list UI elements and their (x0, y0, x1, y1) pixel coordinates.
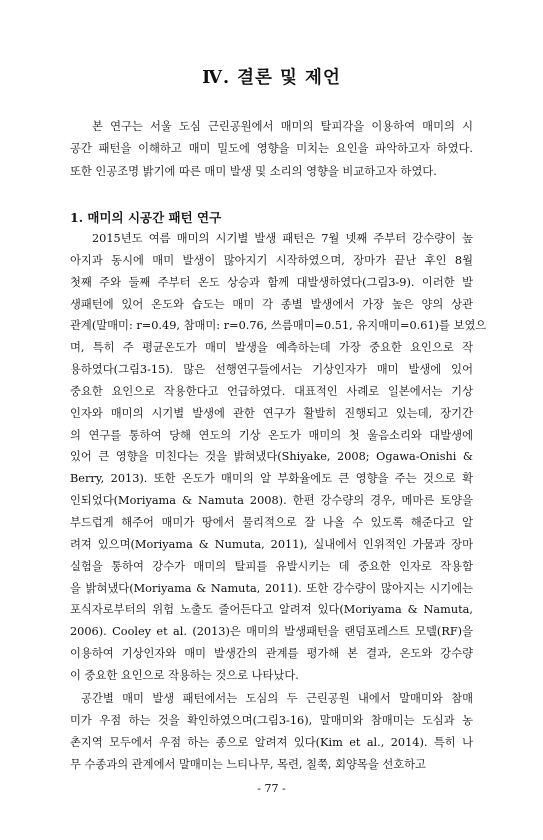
text-line: 또한 인공조명 밝기에 따른 매미 발생 및 소리의 영향을 비교하고자 하였다. (70, 164, 437, 178)
text-line: 이용하여 기상인자와 매미 발생간의 관계를 평가해 본 결과, 온도와 강수량 (70, 647, 473, 661)
text-line: 부드럽게 해주어 매미가 땅에서 물리적으로 잘 나올 수 있도록 해준다고 알 (70, 515, 473, 529)
text-line: 인되었다(Moriyama & Namuta 2008). 한편 강수량의 경우, 메마른 토양을 (70, 494, 473, 508)
text-line: 의 연구를 통하여 당해 연도의 기상 온도가 매미의 첫 울음소리와 대발생에 (70, 428, 473, 442)
text-line: 아지과 동시에 매미 발생이 많아지기 시작하였으며, 장마가 끝난 후인 8월 (70, 253, 473, 267)
intro-paragraph (70, 116, 473, 183)
text-line: 실험을 통하여 강수가 매미의 탈피를 유발시키는 데 중요한 인자로 작용함 (70, 559, 473, 573)
text-line: 2015년도 여름 매미의 시기별 발생 패턴은 7월 넷째 주부터 강수량이 높 (92, 232, 473, 245)
text-line: 이 중요한 요인으로 작용하는 것으로 나타났다. (70, 668, 299, 682)
text-line: 려져 있으며(Moriyama & Numuta, 2011), 실내에서 인위적인 가뭄과 장마 (70, 537, 473, 551)
text-line: 공간별 매미 발생 패턴에서는 도심의 두 근린공원 내에서 말매미와 참매 (81, 692, 473, 705)
body-paragraph-2 (70, 688, 473, 775)
chapter-title: Ⅳ. 결론 및 제언 (202, 68, 341, 88)
text-line: Berry, 2013). 또한 온도가 매미의 알 부화율에도 큰 영향을 주는 것으로 확 (70, 472, 473, 486)
section-heading: 1. 매미의 시공간 패턴 연구 (70, 210, 222, 225)
text-line: 있어 큰 영향을 미친다는 것을 밝혀냈다(Shiyake, 2008; Ogawa-Onishi & (70, 450, 473, 464)
text-line: 생패턴에 있어 온도와 습도는 매미 각 종별 발생에서 가장 높은 양의 상관 (70, 297, 473, 311)
text-line: 며, 특히 주 평균온도가 매미 발생을 예측하는데 가장 중요한 요인으로 작 (70, 341, 473, 355)
text-line: 포식자로부터의 위험 노출도 줄어든다고 알려져 있다(Moriyama & Namuta, (70, 603, 473, 617)
text-line: 중요한 요인으로 작용한다고 언급하였다. 대표적인 사례로 일본에서는 기상 (70, 384, 473, 398)
text-line: 을 밝혀냈다(Moriyama & Namuta, 2011). 또한 강수량이 많아지는 시기에는 (70, 581, 473, 595)
text-line: 공간 패턴을 이해하고 매미 밀도에 영향을 미치는 요인을 파악하고자 하였다. (70, 142, 473, 156)
text-line: 첫째 주와 둘째 주부터 온도 상승과 함께 대발생하였다(그림3-9). 이러한 발 (70, 275, 473, 289)
text-line: 2006). Cooley et al. (2013)은 매미의 발생패턴을 랜덤포레스트 모델(RF)을 (70, 625, 473, 639)
text-line: 미가 우점 하는 것을 확인하였으며(그림3-16), 말매미와 참매미는 도심과 농 (70, 713, 473, 727)
body-paragraph-1 (70, 228, 487, 687)
page-number: - 77 - (257, 782, 286, 795)
text-line: 인자와 매미의 시기별 발생에 관한 연구가 활발히 진행되고 있는데, 장기간 (70, 406, 473, 420)
text-line: 용하였다(그림3-15). 많은 선행연구들에서는 기상인자가 매미 발생에 있어 (70, 363, 473, 377)
text-line: 본 연구는 서울 도심 근린공원에서 매미의 탈피각을 이용하여 매미의 시 (92, 120, 473, 133)
text-line: 관계(말매미: r=0.49, 참매미: r=0.76, 쓰름매미=0.51, 유지매미=0.61)를 보였으 (70, 319, 487, 333)
text-line: 무 수종과의 관계에서 말매미는 느티나무, 목련, 칠쭉, 회양목을 선호하고 (70, 757, 426, 771)
text-line: 촌지역 모두에서 우점 하는 종으로 알려져 있다(Kim et al., 2014). 특히 나 (70, 735, 473, 749)
